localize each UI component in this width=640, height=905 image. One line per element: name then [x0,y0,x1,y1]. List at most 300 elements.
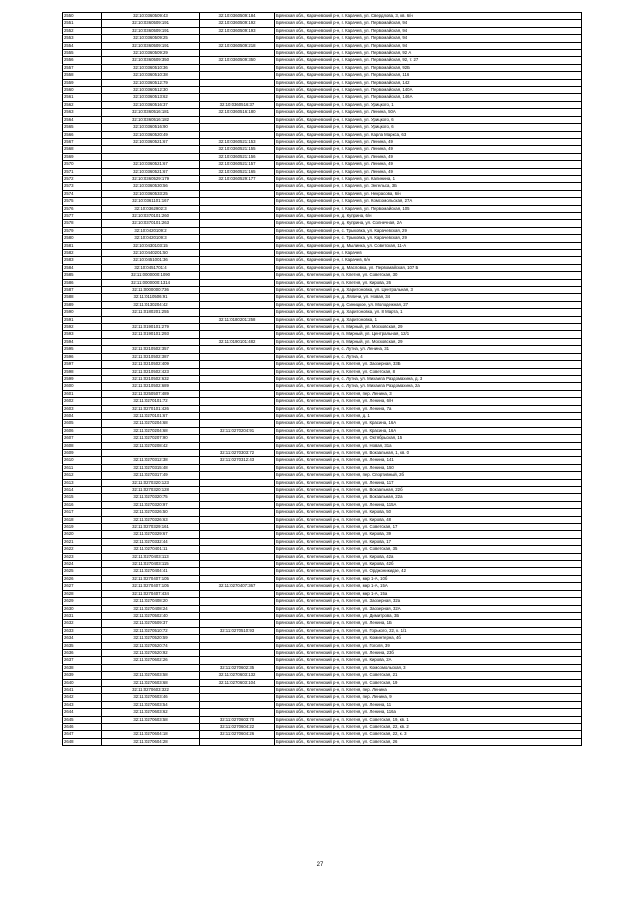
row-number-cell: 2622 [63,546,102,553]
object-cadastral-number-cell: 32:10:0360516:180 [200,109,275,116]
row-number-cell: 2554 [63,42,102,49]
object-cadastral-number-cell: 32:11:0270602:35 [200,664,275,671]
object-cadastral-number-cell [200,701,275,708]
object-cadastral-number-cell [200,598,275,605]
row-number-cell: 2631 [63,612,102,619]
row-number-cell: 2626 [63,575,102,582]
object-cadastral-number-cell: 32:11:0270604:26 [200,731,275,738]
row-number-cell: 2601 [63,390,102,397]
row-number-cell: 2556 [63,57,102,64]
object-cadastral-number-cell: 32:10:0360521:165 [200,168,275,175]
row-number-cell: 2605 [63,420,102,427]
address-cell: Брянская обл., Клетнянский р-н, п. Клетня, ул. Ленина, 7а [275,405,582,412]
row-number-cell: 2624 [63,561,102,568]
object-cadastral-number-cell [200,212,275,219]
object-cadastral-number-cell: 32:10:0360509:192 [200,20,275,27]
address-cell: Брянская обл., Клетнянский р-н, п. Клетня, ул. Советская, 35 [275,546,582,553]
object-cadastral-number-cell [200,375,275,382]
object-cadastral-number-cell [200,301,275,308]
address-cell: Брянская обл., Карачевский р-н, г. Карачев, ул. Свердлова, 3, кв. 6/н [275,13,582,20]
table-row [63,42,582,49]
table-row [63,649,582,656]
table-row [63,109,582,116]
table-row [63,612,582,619]
row-number-cell: 2589 [63,301,102,308]
address-cell: Брянская обл., Клетнянский р-н, п. Клетня, д. 1 [275,412,582,419]
object-cadastral-number-cell: 32:11:0180201:258 [200,316,275,323]
cadastral-number-cell: 32:11:0270603:322 [102,686,200,693]
table-row [63,153,582,160]
address-cell: Брянская обл., Карачевский р-н, г. Карачев, ул. Первомайская, 92 А [275,50,582,57]
object-cadastral-number-cell [200,575,275,582]
address-cell: Брянская обл., Клетнянский р-н, п. Клетня, ул. Кирова, 17 [275,538,582,545]
table-row [63,516,582,523]
address-cell: Брянская обл., Карачевский р-н, д. Мылинка, ул. Советская, 11-А [275,242,582,249]
cadastral-number-cell: 32:10:0420109:3 [102,235,200,242]
cadastral-number-cell: 32:10:0361101:167 [102,198,200,205]
cadastral-number-cell: 32:11:0000000:1314 [102,279,200,286]
object-cadastral-number-cell [200,657,275,664]
table-row [63,420,582,427]
address-cell: Брянская обл., Карачевский р-н, г. Карачев, ул. Ленина, 49 [275,161,582,168]
address-cell: Брянская обл., Клетнянский р-н, п. Клетня, ул. Вокзальная, 22а [275,494,582,501]
address-cell: Брянская обл., Карачевский р-н, д. Куприна, 6/н [275,212,582,219]
cadastral-number-cell: 32:11:0270520:74 [102,642,200,649]
row-number-cell: 2640 [63,679,102,686]
cadastral-number-cell: 32:11:0270326:63 [102,516,200,523]
cadastral-number-cell: 32:11:0270101:72 [102,398,200,405]
address-cell: Брянская обл., Клетнянский р-н, п. Клетня, ул. Ленина, 141 [275,457,582,464]
cadastral-number-cell: 32:10:0360510:36 [102,64,200,71]
object-cadastral-number-cell: 32:11:0270604:22 [200,724,275,731]
row-number-cell: 2644 [63,709,102,716]
cadastral-number-cell: 32:10:0440201:50 [102,250,200,257]
table-row [63,309,582,316]
address-cell: Брянская обл., Клетнянский р-н, п. Клетня, пер. Ленина [275,686,582,693]
address-cell: Брянская обл., Карачевский р-н, г. Карачев, ул. Некрасова, 6/н [275,190,582,197]
address-cell: Брянская обл., Клетнянский р-н, п. Клетня, ул. Ленина, 115А [275,501,582,508]
object-cadastral-number-cell [200,50,275,57]
object-cadastral-number-cell: 32:10:0360521:157 [200,161,275,168]
table-row [63,531,582,538]
object-cadastral-number-cell [200,635,275,642]
row-number-cell: 2586 [63,279,102,286]
table-row [63,664,582,671]
object-cadastral-number-cell [200,124,275,131]
address-cell: Брянская обл., Карачевский р-н, г. Карачев, ул. Первомайская, 94 [275,42,582,49]
row-number-cell: 2571 [63,168,102,175]
address-cell: Брянская обл., Клетнянский р-н, п. Клетня, ул. Советская, 26 [275,738,582,745]
cadastral-number-cell: 32:11:0270603:68 [102,679,200,686]
address-cell: Брянская обл., Клетнянский р-н, п. Клетня, ул. Новая, 31а [275,442,582,449]
address-cell: Брянская обл., Клетнянский р-н, п. Клетня, ул. Вокзальная, 22б [275,487,582,494]
table-row [63,287,582,294]
object-cadastral-number-cell [200,220,275,227]
address-cell: Брянская обл., Клетнянский р-н, п. Клетня, ул. Коминтерна, 4б [275,635,582,642]
object-cadastral-number-cell [200,390,275,397]
object-cadastral-number-cell [200,294,275,301]
row-number-cell: 2570 [63,161,102,168]
object-cadastral-number-cell [200,250,275,257]
table-row [63,279,582,286]
cadastral-number-cell [102,664,200,671]
table-row [63,716,582,723]
table-row [63,175,582,182]
row-number-cell: 2588 [63,294,102,301]
row-number-cell: 2558 [63,72,102,79]
object-cadastral-number-cell [200,346,275,353]
address-cell: Брянская обл., Клетнянский р-н, п. Клетня, ул. Ленина, 116а [275,709,582,716]
row-number-cell: 2598 [63,368,102,375]
row-number-cell: 2557 [63,64,102,71]
object-cadastral-number-cell [200,242,275,249]
cadastral-number-cell: 32:11:0270403:113 [102,553,200,560]
cadastral-number-cell [102,724,200,731]
table-row [63,353,582,360]
cadastral-number-cell: 32:10:0360509:43 [102,13,200,20]
row-number-cell: 2643 [63,701,102,708]
row-number-cell: 2569 [63,153,102,160]
cadastral-number-cell: 32:11:0270329:67 [102,531,200,538]
address-cell: Брянская обл., Клетнянский р-н, д. Ляличи, ул. Новая, 34 [275,294,582,301]
table-row [63,20,582,27]
table-row [63,620,582,627]
object-cadastral-number-cell [200,361,275,368]
object-cadastral-number-cell [200,709,275,716]
row-number-cell: 2551 [63,20,102,27]
object-cadastral-number-cell: 32:11:0270312:43 [200,457,275,464]
object-cadastral-number-cell: 32:10:0360516:37 [200,101,275,108]
object-cadastral-number-cell [200,649,275,656]
cadastral-number-cell: 32:11:0110506:91 [102,294,200,301]
object-cadastral-number-cell: 32:11:0270603:70 [200,716,275,723]
table-row [63,101,582,108]
cadastral-number-cell: 32:11:0270603:46 [102,694,200,701]
table-row [63,242,582,249]
row-number-cell: 2600 [63,383,102,390]
cadastral-number-cell: 32:11:0270407:434 [102,590,200,597]
address-cell: Брянская обл., Карачевский р-н, г. Карачев, ул. Первомайская, 92, т. 27 [275,57,582,64]
address-cell: Брянская обл., Клетнянский р-н, п. Мирный, ул. Центральная, 12/1 [275,331,582,338]
cadastral-number-cell: 32:11:0270403:115 [102,561,200,568]
cadastral-number-cell: 32:10:0362902:3 [102,205,200,212]
object-cadastral-number-cell [200,64,275,71]
row-number-cell: 2627 [63,583,102,590]
row-number-cell: 2638 [63,664,102,671]
row-number-cell: 2575 [63,198,102,205]
table-row [63,679,582,686]
table-row [63,13,582,20]
address-cell: Брянская обл., Клетнянский р-н, п. Клетня, ул. Советская, 21 [275,672,582,679]
object-cadastral-number-cell [200,494,275,501]
cadastral-number-cell: 32:11:0210502:632 [102,375,200,382]
cadastral-number-cell: 32:11:0210502:387 [102,353,200,360]
object-cadastral-number-cell [200,353,275,360]
row-number-cell: 2567 [63,138,102,145]
cadastral-number-cell: 32:11:0270510:72 [102,627,200,634]
address-cell: Брянская обл., Клетнянский р-н, п. Клетня, ул. Кирова, 50 [275,509,582,516]
cadastral-number-cell: 32:11:0270604:18 [102,731,200,738]
address-cell: Брянская обл., Клетнянский р-н, п. Клетня, ул. Ленина, 6/Н [275,398,582,405]
table-row [63,72,582,79]
address-cell: Брянская обл., Карачевский р-н, г. Карачев, ул. Ленина, 49 [275,146,582,153]
cadastral-number-cell: 32:10:0360529:179 [102,175,200,182]
cadastral-number-cell: 32:11:0190101:293 [102,331,200,338]
row-number-cell: 2642 [63,694,102,701]
object-cadastral-number-cell [200,183,275,190]
object-cadastral-number-cell [200,405,275,412]
object-cadastral-number-cell [200,694,275,701]
table-row [63,568,582,575]
address-cell: Брянская обл., Клетнянский р-н, п. Клетня, ул. Кирова, 26 [275,279,582,286]
address-cell: Брянская обл., Карачевский р-н, г. Карачев, ул. Карла Маркса, 63 [275,131,582,138]
cadastral-number-cell: 32:11:0270408:20 [102,598,200,605]
row-number-cell: 2595 [63,346,102,353]
address-cell: Брянская обл., Карачевский р-н, г. Карачев, ул. Первомайская, 116 [275,72,582,79]
address-cell: Брянская обл., Клетнянский р-н, п. Клетня, ул. Советская, 19 [275,679,582,686]
row-number-cell: 2628 [63,590,102,597]
cadastral-number-cell: 32:11:0270317:49 [102,472,200,479]
row-number-cell: 2591 [63,316,102,323]
object-cadastral-number-cell [200,464,275,471]
object-cadastral-number-cell [200,131,275,138]
table-row [63,598,582,605]
table-row [63,494,582,501]
object-cadastral-number-cell [200,264,275,271]
object-cadastral-number-cell: 32:10:0360509:184 [200,13,275,20]
table-row [63,116,582,123]
table-row [63,487,582,494]
cadastral-number-cell: 32:11:0210502:423 [102,368,200,375]
row-number-cell: 2633 [63,627,102,634]
table-row [63,161,582,168]
address-cell: Брянская обл., Клетнянский р-н, п. Клетня, ул. Советская, 17 [275,524,582,531]
row-number-cell: 2610 [63,457,102,464]
row-number-cell: 2620 [63,531,102,538]
address-cell: Брянская обл., Клетнянский р-н, п. Клетня, ул. Кирова, 42а [275,553,582,560]
table-row [63,57,582,64]
table-row [63,405,582,412]
object-cadastral-number-cell: 32:11:0270407:367 [200,583,275,590]
table-row [63,87,582,94]
object-cadastral-number-cell [200,279,275,286]
cadastral-number-cell: 32:10:0360509:191 [102,27,200,34]
cadastral-number-cell: 32:10:0360510:38 [102,72,200,79]
cadastral-number-cell: 32:10:0451001:36 [102,257,200,264]
table-row [63,146,582,153]
table-row [63,294,582,301]
address-cell: Брянская обл., Карачевский р-н, г. Карачев, ул. Урицкого, 6 [275,124,582,131]
address-cell: Брянская обл., Клетнянский р-н, п. Клетня, мкр 1-А, 15а [275,590,582,597]
row-number-cell: 2590 [63,309,102,316]
cadastral-number-cell: 32:11:0270315:48 [102,464,200,471]
address-cell: Брянская обл., Клетнянский р-н, с. Лутна, ул. Михаила Раздомахина, 2а [275,383,582,390]
row-number-cell: 2560 [63,87,102,94]
table-row [63,501,582,508]
cadastral-number-cell: 32:10:0360509:350 [102,57,200,64]
address-cell: Брянская обл., Клетнянский р-н, с. Лутна, ул. Ленина, 31 [275,346,582,353]
address-cell: Брянская обл., Карачевский р-н, д. Масловка, ул. Первомайская, 107 Б [275,264,582,271]
address-cell: Брянская обл., Карачевский р-н, г. Карачев, ул. Первомайская, 94 [275,35,582,42]
object-cadastral-number-cell [200,87,275,94]
row-number-cell: 2592 [63,324,102,331]
address-cell: Брянская обл., Клетнянский р-н, п. Клетня, ул. Заозерная, 32а [275,598,582,605]
object-cadastral-number-cell [200,190,275,197]
row-number-cell: 2576 [63,205,102,212]
object-cadastral-number-cell [200,235,275,242]
cadastral-number-cell: 32:11:0270332:44 [102,538,200,545]
address-cell: Брянская обл., Клетнянский р-н, п. Клетня, ул. Кирова, 2А [275,657,582,664]
table-row [63,657,582,664]
row-number-cell: 2616 [63,501,102,508]
object-cadastral-number-cell: 32:10:0360509:218 [200,42,275,49]
cadastral-number-cell: 32:11:0000000:736 [102,287,200,294]
address-cell: Брянская обл., Клетнянский р-н, п. Клетня, ул. Кирова, 42б [275,561,582,568]
object-cadastral-number-cell [200,501,275,508]
address-cell: Брянская обл., Клетнянский р-н, п. Клетня, ул. Комсомольская, 3 [275,664,582,671]
address-cell: Брянская обл., Карачевский р-н, с. Трыковка, ул. Карачевская, 29 [275,227,582,234]
table-row [63,324,582,331]
address-cell: Брянская обл., Клетнянский р-н, п. Клетня, пер. Спортивный, 2б [275,472,582,479]
address-cell: Брянская обл., Карачевский р-н, г. Карачев, ул. Первомайская, 94 [275,20,582,27]
table-row [63,642,582,649]
cadastral-number-cell: 32:11:0270603:58 [102,716,200,723]
cadastral-number-cell [102,153,200,160]
cadastral-number-cell: 32:11:0270408:24 [102,605,200,612]
row-number-cell: 2568 [63,146,102,153]
row-number-cell: 2614 [63,487,102,494]
object-cadastral-number-cell [200,412,275,419]
address-cell: Брянская обл., Карачевский р-н, д. Куприна, ул. Солнечная, 2А [275,220,582,227]
table-row [63,686,582,693]
address-cell: Брянская обл., Клетнянский р-н, п. Клетня, пер. Ленина, 3 [275,390,582,397]
address-cell: Брянская обл., Клетнянский р-н, п. Клетня, ул. Гоголя, 39 [275,642,582,649]
table-row [63,205,582,212]
cadastral-number-cell: 32:11:0270603:54 [102,701,200,708]
table-row [63,709,582,716]
property-register-table [62,12,582,746]
object-cadastral-number-cell [200,368,275,375]
row-number-cell: 2630 [63,605,102,612]
table-row [63,412,582,419]
object-cadastral-number-cell [200,331,275,338]
cadastral-number-cell: 32:11:0270101:67 [102,412,200,419]
row-number-cell: 2573 [63,183,102,190]
table-row [63,198,582,205]
table-row [63,212,582,219]
object-cadastral-number-cell: 32:10:0360509:350 [200,57,275,64]
table-row [63,435,582,442]
address-cell: Брянская обл., Клетнянский р-н, п. Клетня, ул. Советская, 19, кв. 1 [275,716,582,723]
row-number-cell: 2639 [63,672,102,679]
cadastral-number-cell: 32:11:0210502:409 [102,361,200,368]
table-row [63,561,582,568]
cadastral-number-cell: 32:11:0270204:68 [102,420,200,427]
object-cadastral-number-cell [200,642,275,649]
object-cadastral-number-cell [200,309,275,316]
object-cadastral-number-cell [200,553,275,560]
object-cadastral-number-cell [200,568,275,575]
table-row [63,627,582,634]
cadastral-number-cell: 32:11:0270604:28 [102,738,200,745]
table-row [63,338,582,345]
row-number-cell: 2645 [63,716,102,723]
table-row [63,264,582,271]
table-row [63,479,582,486]
table-row [63,168,582,175]
address-cell: Брянская обл., Клетнянский р-н, п. Клетня, ул. Кирова, 48 [275,516,582,523]
row-number-cell: 2596 [63,353,102,360]
row-number-cell: 2604 [63,412,102,419]
cadastral-number-cell: 32:11:0270401:11 [102,546,200,553]
table-row [63,449,582,456]
table-row [63,583,582,590]
row-number-cell: 2635 [63,642,102,649]
table-row [63,375,582,382]
cadastral-number-cell: 32:11:0270207:90 [102,435,200,442]
cadastral-number-cell: 32:11:0210502:689 [102,383,200,390]
cadastral-number-cell: 32:10:0360509:29 [102,50,200,57]
row-number-cell: 2553 [63,35,102,42]
table-row [63,398,582,405]
address-cell: Брянская обл., Клетнянский р-н, д. Харитоновка, 1 [275,316,582,323]
row-number-cell: 2584 [63,264,102,271]
table-row [63,442,582,449]
cadastral-number-cell: 32:10:0360516:181 [102,109,200,116]
address-cell: Брянская обл., Карачевский р-н, г. Карачев, ул. Первомайская, 105 [275,205,582,212]
address-cell: Брянская обл., Клетнянский р-н, п. Клетня, ул. Советская, 22, к. 3 [275,731,582,738]
cadastral-number-cell: 32:10:0370101:263 [102,220,200,227]
cadastral-number-cell: 32:10:0360509:25 [102,35,200,42]
table-row [63,64,582,71]
cadastral-number-cell: 32:10:0360521:67 [102,138,200,145]
object-cadastral-number-cell [200,227,275,234]
row-number-cell: 2612 [63,472,102,479]
address-cell: Брянская обл., Клетнянский р-н, п. Клетня, ул. Заозерная, 33Б [275,361,582,368]
address-cell: Брянская обл., Карачевский р-н, г. Карачев, ул. Урицкого, 1 [275,101,582,108]
row-number-cell: 2574 [63,190,102,197]
row-number-cell: 2561 [63,94,102,101]
address-cell: Брянская обл., Клетнянский р-н, п. Клетня, ул. Ленина, 150 [275,464,582,471]
row-number-cell: 2634 [63,635,102,642]
cadastral-number-cell: 32:10:0360530:56 [102,183,200,190]
object-cadastral-number-cell [200,531,275,538]
row-number-cell: 2585 [63,272,102,279]
object-cadastral-number-cell [200,538,275,545]
cadastral-number-cell: 32:11:0270520:92 [102,649,200,656]
address-cell: Брянская обл., Клетнянский р-н, п. Клетня, пер. Ленина, 9 [275,694,582,701]
row-number-cell: 2621 [63,538,102,545]
object-cadastral-number-cell [200,738,275,745]
object-cadastral-number-cell: 32:10:0360521:156 [200,153,275,160]
cadastral-number-cell: 32:10:0360509:191 [102,42,200,49]
row-number-cell: 2641 [63,686,102,693]
row-number-cell: 2572 [63,175,102,182]
object-cadastral-number-cell: 32:10:0360529:177 [200,175,275,182]
table-row [63,464,582,471]
address-cell: Брянская обл., Клетнянский р-н, п. Клетня, ул. Красина, 16А [275,420,582,427]
row-number-cell: 2559 [63,79,102,86]
row-number-cell: 2632 [63,620,102,627]
table-row [63,331,582,338]
object-cadastral-number-cell: 32:11:0270603:132 [200,672,275,679]
object-cadastral-number-cell [200,398,275,405]
cadastral-number-cell: 32:11:0270502:40 [102,612,200,619]
table-row [63,250,582,257]
table-row [63,457,582,464]
table-row [63,301,582,308]
address-cell: Брянская обл., Карачевский р-н, г. Карачев, ул. Энгельса, 3Б [275,183,582,190]
